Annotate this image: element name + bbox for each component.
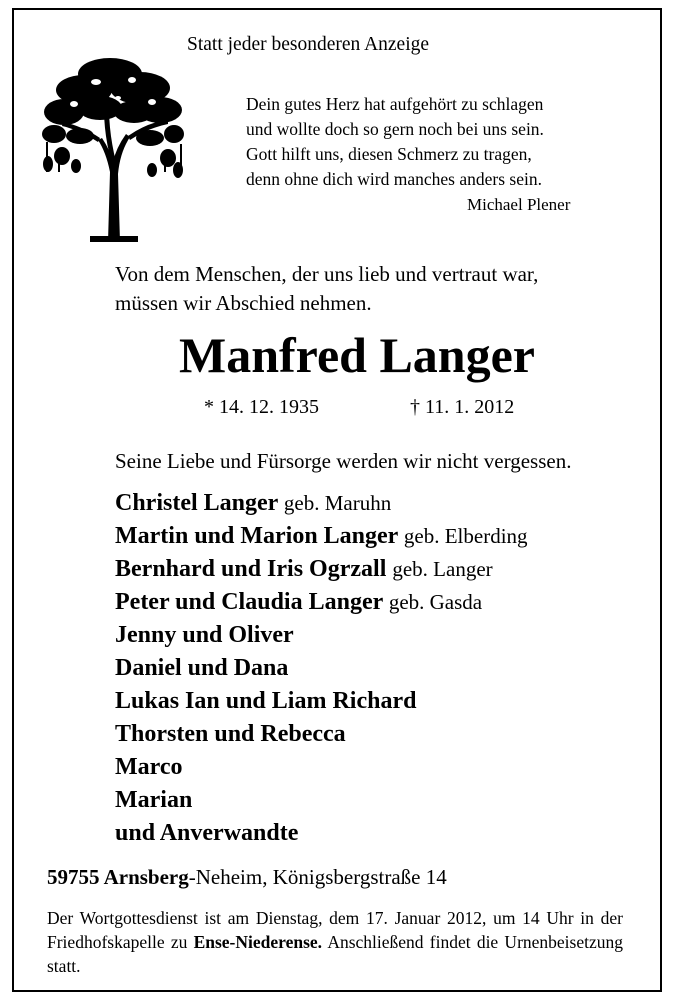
mourner-name: Bernhard und Iris Ogrzall (115, 556, 387, 582)
poem-author: Michael Plener (467, 195, 571, 214)
mourner-name: Daniel und Dana (115, 655, 289, 681)
mourners-list (115, 487, 528, 850)
mourner-entry (115, 553, 528, 586)
address-postcode-city: 59755 Arnsberg (47, 865, 189, 889)
mourner-name: Peter und Claudia Langer (115, 589, 383, 615)
service-text-end: Anschließend findet die Urnenbeisetzung statt. (47, 932, 623, 976)
mourner-entry (115, 817, 528, 850)
birth-date: * 14. 12. 1935 (204, 396, 319, 418)
mourner-name: Jenny und Oliver (115, 622, 294, 648)
intro-line: Von dem Menschen, der uns lieb und vertraut war, (115, 262, 539, 286)
mourner-entry (115, 520, 528, 553)
mourner-name: Christel Langer (115, 490, 278, 516)
mourner-maiden-name: geb. Elberding (403, 524, 528, 548)
mourner-maiden-name: geb. Langer (392, 557, 493, 581)
mourner-entry (115, 652, 528, 685)
deceased-name: Manfred Langer (179, 327, 535, 383)
mourner-name: Martin und Marion Langer (115, 523, 398, 549)
mourner-entry (115, 784, 528, 817)
mourner-maiden-name: geb. Maruhn (283, 491, 392, 515)
mourner-entry (115, 718, 528, 751)
mourner-entry (115, 751, 528, 784)
tree-icon (40, 52, 185, 242)
announcement-header: Statt jeder besonderen Anzeige (187, 34, 430, 55)
mourner-name: Marco (115, 754, 183, 780)
poem-line: Gott hilft uns, diesen Schmerz zu tragen, (246, 144, 532, 164)
remembrance-text: Seine Liebe und Fürsorge werden wir nicht vergessen. (115, 449, 572, 473)
intro-text (115, 260, 538, 318)
service-place: Ense-Niederense. (193, 932, 323, 952)
mourner-maiden-name: geb. Gasda (388, 590, 483, 614)
service-text: Der Wortgottesdienst ist am Dienstag, dem 17. Januar 2012, um 14 Uhr in der Friedhofskapelle zu (47, 908, 623, 952)
address-street: -Neheim, Königsbergstraße 14 (188, 865, 447, 889)
mourner-entry (115, 619, 528, 652)
intro-line: müssen wir Abschied nehmen. (115, 291, 372, 315)
mourner-entry (115, 487, 528, 520)
mourner-name: und Anverwandte (115, 820, 299, 846)
mourner-name: Marian (115, 787, 193, 813)
poem-line: Dein gutes Herz hat aufgehört zu schlagen (246, 94, 544, 114)
mourner-name: Thorsten und Rebecca (115, 721, 346, 747)
death-date: † 11. 1. 2012 (410, 396, 515, 418)
poem-line: und wollte doch so gern noch bei uns sein. (246, 119, 544, 139)
mourner-entry (115, 586, 528, 619)
service-notice (47, 906, 623, 978)
address (47, 865, 447, 890)
poem (246, 92, 544, 192)
mourner-name: Lukas Ian und Liam Richard (115, 688, 417, 714)
poem-line: denn ohne dich wird manches anders sein. (246, 169, 542, 189)
mourner-entry (115, 685, 528, 718)
